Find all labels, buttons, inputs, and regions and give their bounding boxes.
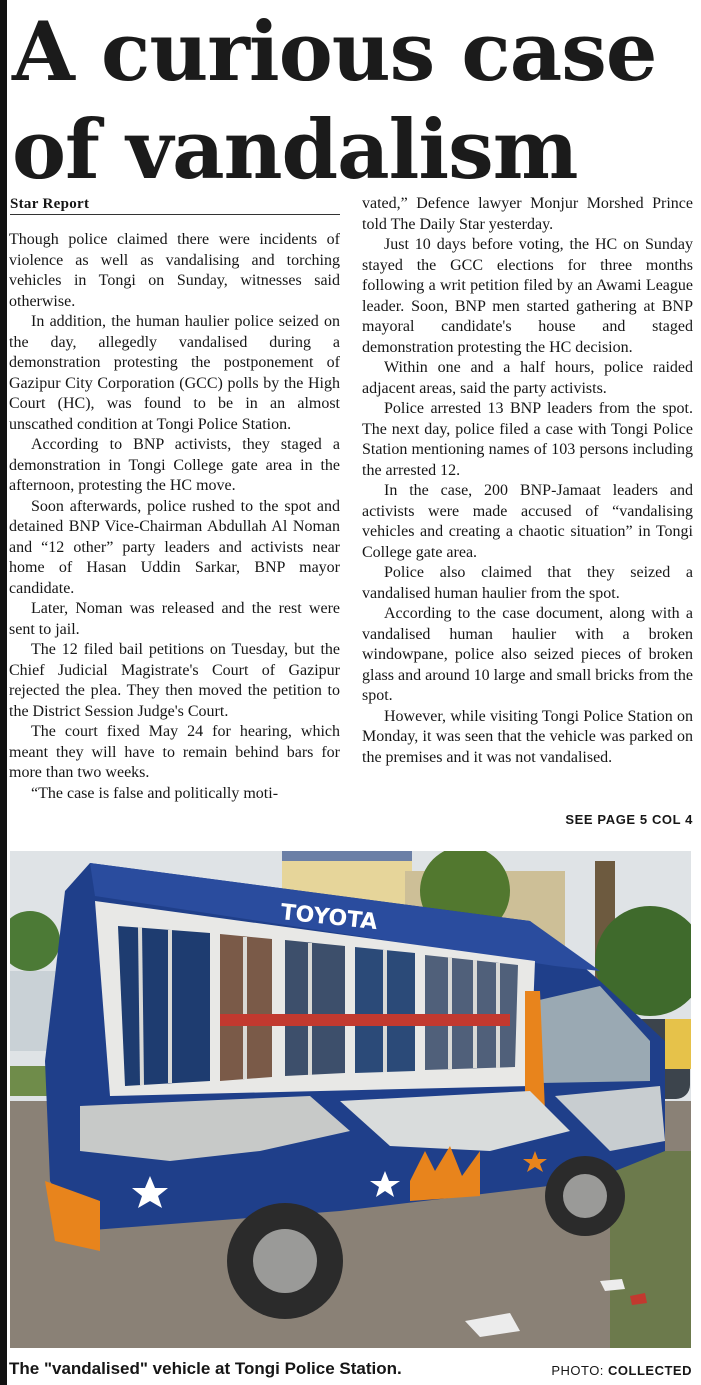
photo-rickshaw <box>665 1019 691 1069</box>
paragraph: Just 10 days before voting, the HC on Sunday stayed the GCC elections for three months following a writ petition filed by an Awami League leader. Soon, BNP men started gathering at BNP mayoral candidate's house and staged demonstration protesting the HC decision. <box>362 236 693 356</box>
left-margin-bar <box>0 0 7 1385</box>
van-window <box>285 940 345 1076</box>
paragraph: According to the case document, along with a vandalised human haulier with a broken windowpane, police also seized pieces of broken glass and around 10 large and small bricks from the spot. <box>362 605 693 704</box>
photo-credit <box>551 1363 692 1378</box>
byline <box>10 196 340 215</box>
van-brand-text: TOYOTA <box>279 900 379 936</box>
paragraph: In addition, the human haulier police seized on the day, allegedly vandalised during a demonstration protesting the postponement of Gazipur City Corporation (GCC) polls by the High Court (HC), was found to be in an almost unscathed condition at Tongi Police Station. <box>9 313 340 433</box>
van-seat-rail <box>220 1014 510 1026</box>
paragraph: Within one and a half hours, police raided adjacent areas, said the party activists. <box>362 359 693 397</box>
van-window <box>118 926 210 1086</box>
article-column-right <box>362 194 693 768</box>
photo-credit-source: COLLECTED <box>608 1363 692 1378</box>
headline-line-1: A curious case <box>12 5 657 100</box>
van-window <box>425 955 518 1070</box>
article-column-left <box>9 230 340 804</box>
paragraph: “The case is false and politically moti- <box>31 784 279 802</box>
paragraph: Police arrested 13 BNP leaders from the spot. The next day, police filed a case with Tongi Police Station mentioning names of 103 persons including the arrested 12. <box>362 400 693 479</box>
paragraph: Police also claimed that they seized a vandalised human haulier from the spot. <box>362 564 693 602</box>
headline-line-2: of vandalism <box>12 103 578 198</box>
paragraph: However, while visiting Tongi Police Station on Monday, it was seen that the vehicle was parked on the premises and it was not vandalised. <box>362 707 693 766</box>
paragraph: The court fixed May 24 for hearing, which meant they will have to remain behind bars for more than two weeks. <box>9 723 340 781</box>
continued-on-page: SEE PAGE 5 COL 4 <box>565 812 693 827</box>
news-photo-van <box>10 851 691 1348</box>
byline-text: Star Report <box>10 196 90 212</box>
paragraph: Though police claimed there were incidents of violence as well as vandalising and torching vehicles in Tongi on Sunday, witnesses said otherwise. <box>9 231 340 310</box>
paragraph: Later, Noman was released and the rest were sent to jail. <box>9 600 340 638</box>
paragraph: The 12 filed bail petitions on Tuesday, but the Chief Judicial Magistrate's Court of Gazipur rejected the plea. They then moved the petition to the District Session Judge's Court. <box>9 641 340 720</box>
paragraph: vated,” Defence lawyer Monjur Morshed Prince told The Daily Star yesterday. <box>362 195 693 233</box>
photo-caption: The "vandalised" vehicle at Tongi Police Station. <box>9 1359 402 1378</box>
headline <box>12 4 692 200</box>
paragraph: Soon afterwards, police rushed to the spot and detained BNP Vice-Chairman Abdullah Al Noman and “12 other” party leaders and activists near home of Hasan Uddin Sarkar, BNP mayor candidate. <box>9 497 340 597</box>
paragraph: In the case, 200 BNP-Jamaat leaders and activists were made accused of “vandalising vehicles and creating a chaotic situation” in Tongi College gate area. <box>362 482 693 561</box>
photo-credit-label: PHOTO: <box>551 1363 604 1378</box>
paragraph: According to BNP activists, they staged a demonstration in Tongi College gate area in the afternoon, protesting the HC move. <box>9 436 340 494</box>
